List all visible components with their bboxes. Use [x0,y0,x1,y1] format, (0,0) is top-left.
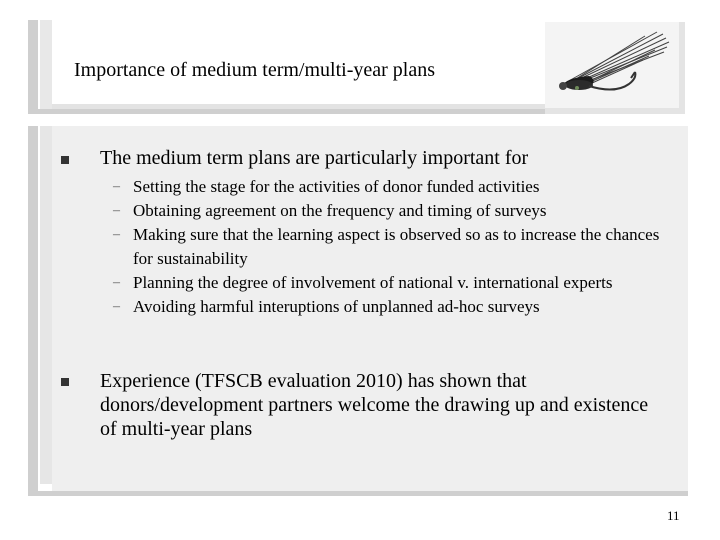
bullet-text: Experience (TFSCB evaluation 2010) has shown that donors/development partners welcome the drawing up and existence of multi-year plans [100,370,649,440]
content-rail-outer [28,126,38,496]
sub-bullet-text: Setting the stage for the activities of donor funded activities [133,177,540,196]
title-underline-inner [52,104,553,109]
content-bottom-rail [28,491,688,496]
sub-bullet-item [113,223,663,271]
bullet-item [61,147,529,169]
square-bullet-icon [61,156,69,164]
page-number: 11 [667,508,680,523]
title-underline-outer [28,109,553,114]
dash-bullet-icon: – [113,275,120,290]
title-rail-inner [40,20,52,114]
dash-bullet-icon: – [113,299,120,314]
bullet-text: The medium term plans are particularly important for [100,147,529,169]
dash-bullet-icon: – [113,179,120,194]
dash-bullet-icon: – [113,203,120,218]
sub-bullet-item [113,295,663,319]
sub-bullet-list [113,175,663,319]
dash-bullet-icon: – [113,227,120,242]
square-bullet-icon [61,378,69,386]
bullet-item [61,369,649,440]
fishing-fly-icon [545,22,679,108]
sub-bullet-text: Making sure that the learning aspect is observed so as to increase the chances for sustainability [133,225,660,268]
sub-bullet-text: Planning the degree of involvement of national v. international experts [133,273,613,292]
sub-bullet-item [113,271,663,295]
slide-title: Importance of medium term/multi-year plans [74,59,435,81]
fishing-fly-image [545,22,685,114]
sub-bullet-text: Obtaining agreement on the frequency and timing of surveys [133,201,547,220]
sub-bullet-item [113,175,663,199]
content-rail-inner [40,126,52,484]
title-rail-outer [28,20,38,114]
sub-bullet-text: Avoiding harmful interuptions of unplanned ad-hoc surveys [133,297,540,316]
sub-bullet-item [113,199,663,223]
